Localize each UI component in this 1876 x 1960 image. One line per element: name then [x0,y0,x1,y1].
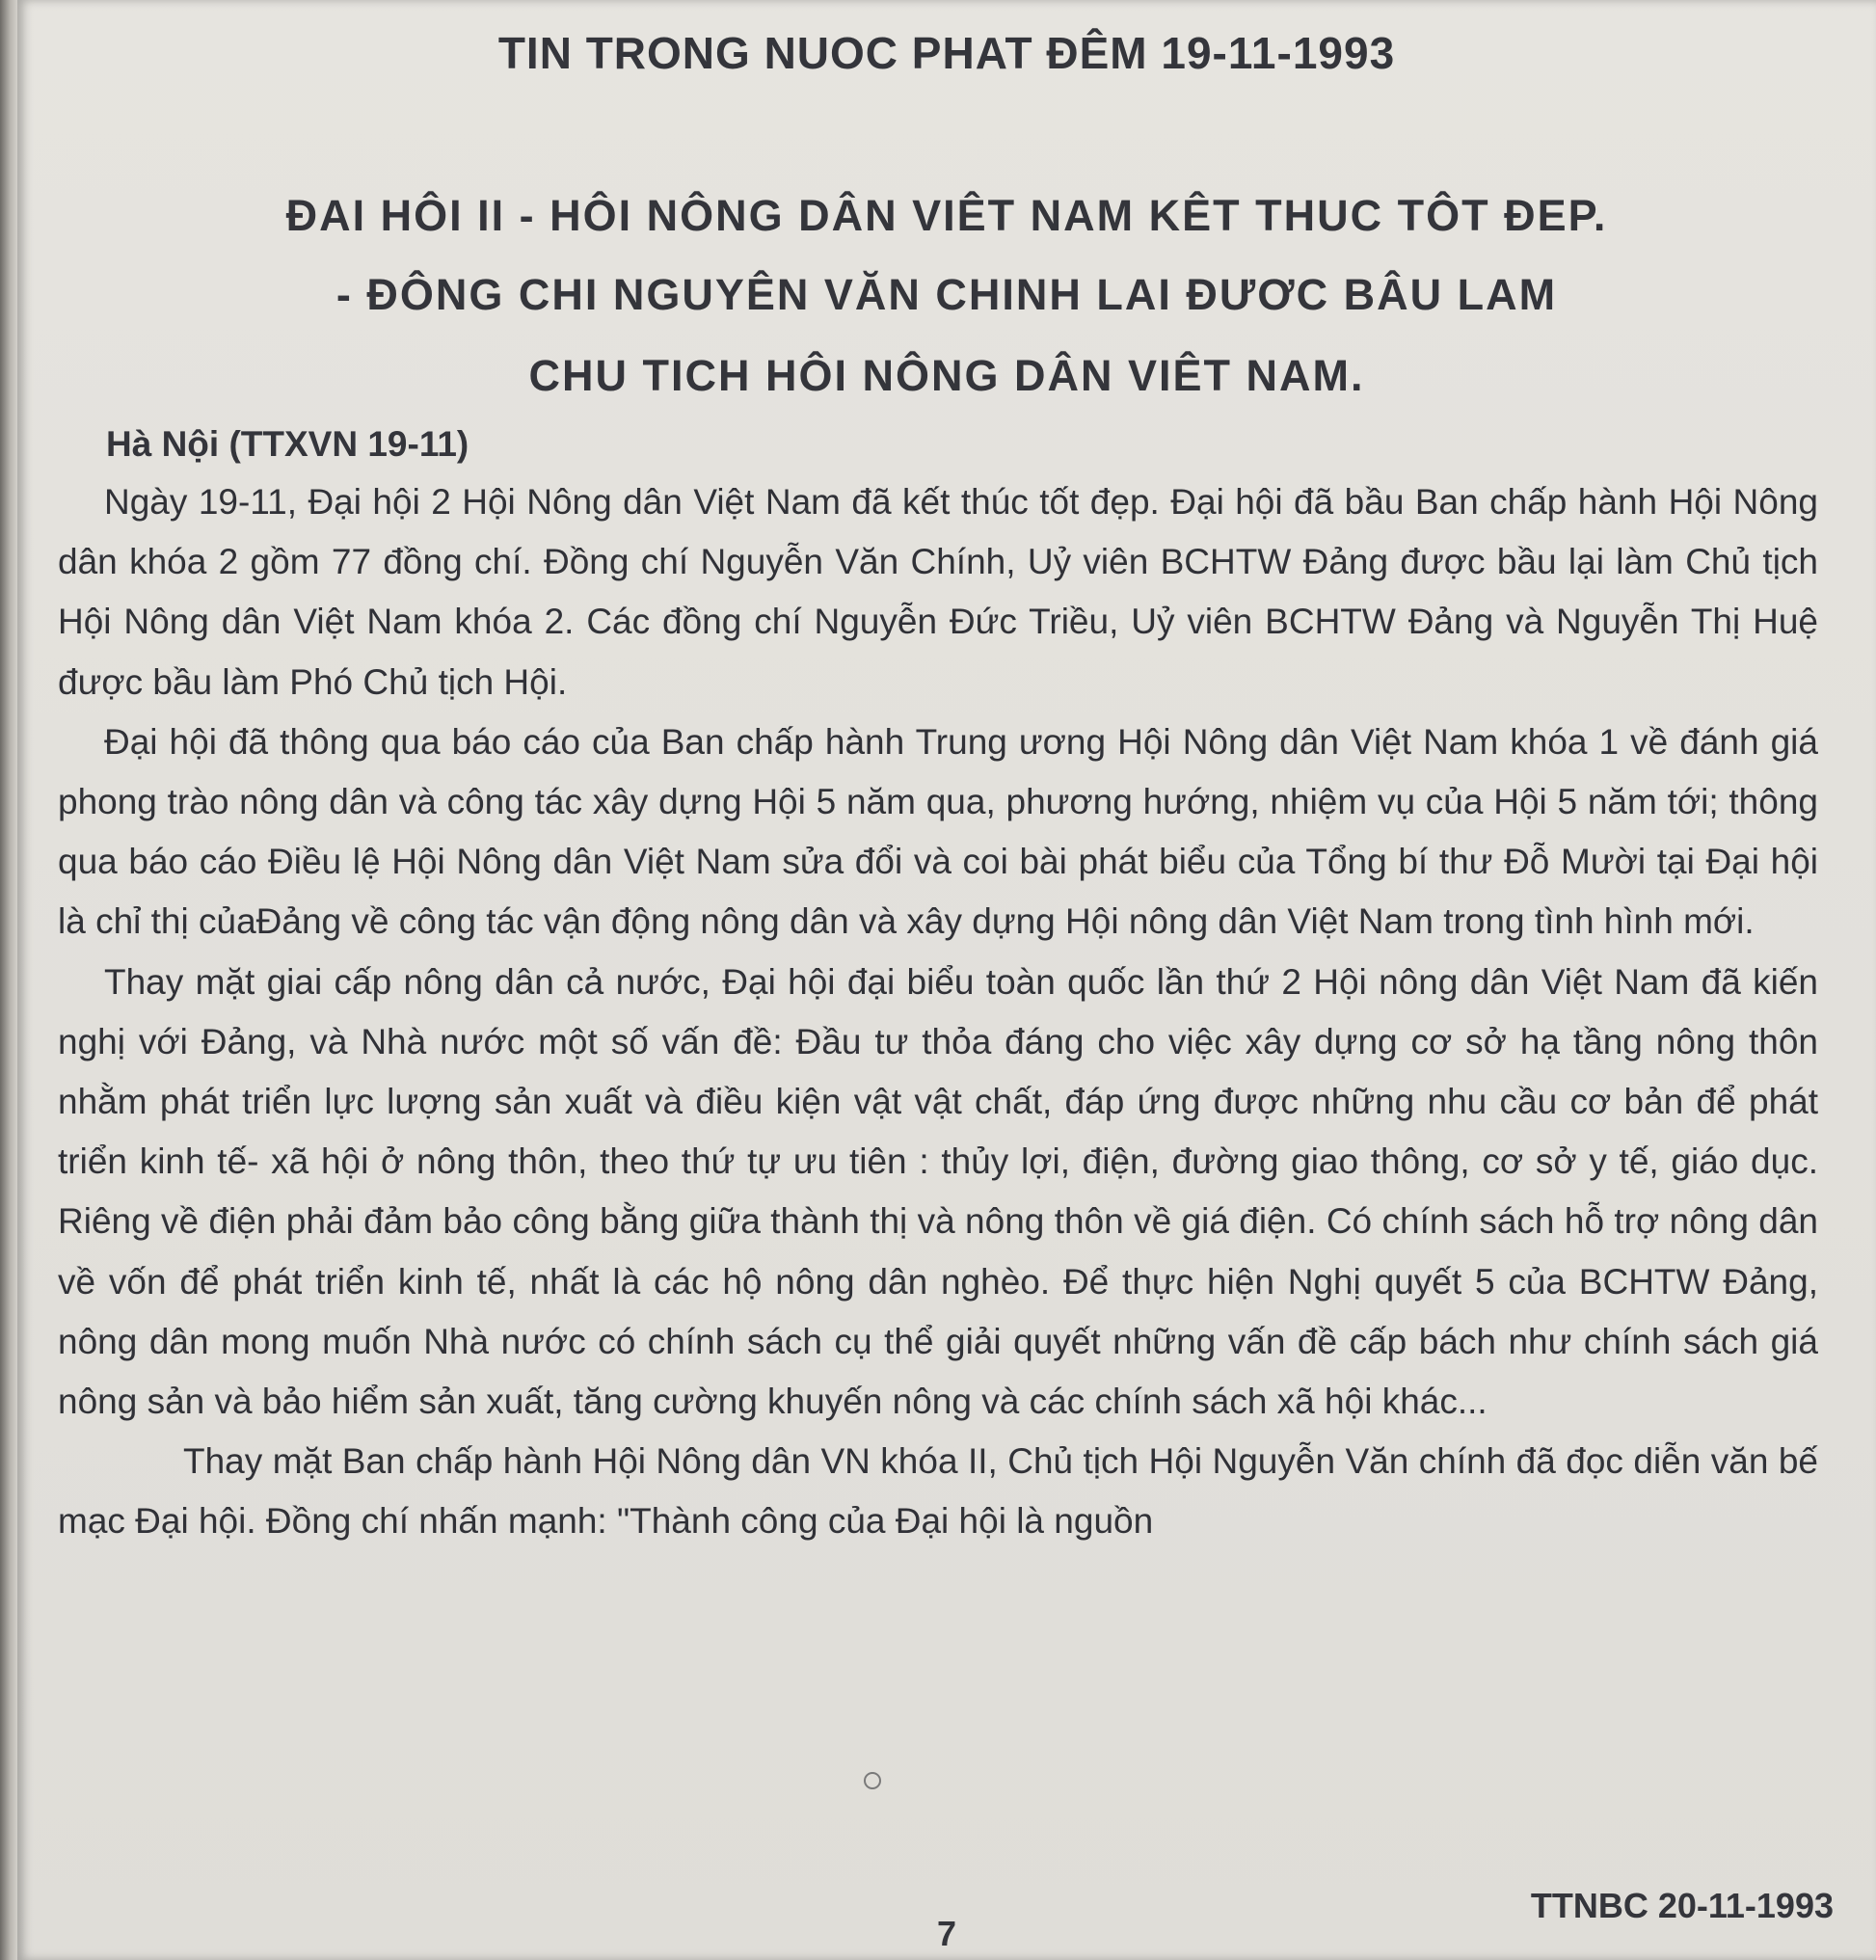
page-binding-edge [0,0,17,1960]
headline-line-1: ĐAI HÔI II - HÔI NÔNG DÂN VIÊT NAM KÊT THUC TÔT ĐEP. [285,191,1608,240]
bulletin-title: TIN TRONG NUOC PHAT ĐÊM 19-11-1993 [497,28,1396,78]
paper-mark [864,1772,881,1789]
article-paragraph-2: Đại hội đã thông qua báo cáo của Ban chấp hành Trung ương Hội Nông dân Việt Nam khóa 1 về đánh giá phong trào nông dân và công tác xây dựng Hội 5 năm qua, phương hướng, nhiệm vụ của Hội 5 năm tới; thông qua báo cáo Điều lệ Hội Nông dân Việt Nam sửa đổi và coi bài phát biểu của Tổng bí thư Đỗ Mười tại Đại hội là chỉ thị củaĐảng về công tác vận động nông dân và xây dựng Hội nông dân Việt Nam trong tình hình mới. [58,721,1818,942]
headline-line-3: CHU TICH HÔI NÔNG DÂN VIÊT NAM. [528,351,1365,400]
article-paragraph-4: Thay mặt Ban chấp hành Hội Nông dân VN khóa II, Chủ tịch Hội Nguyễn Văn chính đã đọc diễn văn bế mạc Đại hội. Đồng chí nhấn mạnh: "Thành công của Đại hội là nguồn [58,1441,1818,1542]
article-paragraph-3: Thay mặt giai cấp nông dân cả nước, Đại hội đại biểu toàn quốc lần thứ 2 Hội nông dân Việt Nam đã kiến nghị với Đảng, và Nhà nước một số vấn đề: Đầu tư thỏa đáng cho việc xây dựng cơ sở hạ tầng nông thôn nhằm phát triển lực lượng sản xuất và điều kiện vật vật chất, đáp ứng được những nhu cầu cơ bản để phát triển kinh tế- xã hội ở nông thôn, theo thứ tự ưu tiên : thủy lợi, điện, đường giao thông, cơ sở y tế, giáo dục. Riêng về điện phải đảm bảo công bằng giữa thành thị và nông thôn về giá điện. Có chính sách hỗ trợ nông dân về vốn để phát triển kinh tế, nhất là các hộ nông dân nghèo. Để thực hiện Nghị quyết 5 của BCHTW Đảng, nông dân mong muốn Nhà nước có chính sách cụ thể giải quyết những vấn đề cấp bách như chính sách giá nông sản và bảo hiểm sản xuất, tăng cường khuyến nông và các chính sách xã hội khác... [58,961,1818,1422]
article-body [58,472,1818,1552]
footer-reference: TTNBC 20-11-1993 [1530,1886,1834,1925]
document-page [17,0,1876,1960]
page-number: 7 [936,1914,957,1953]
article-dateline: Hà Nội (TTXVN 19-11) [106,424,469,464]
article-paragraph-1: Ngày 19-11, Đại hội 2 Hội Nông dân Việt Nam đã kết thúc tốt đẹp. Đại hội đã bầu Ban chấp hành Hội Nông dân khóa 2 gồm 77 đồng chí. Đồng chí Nguyễn Văn Chính, Uỷ viên BCHTW Đảng được bầu lại làm Chủ tịch Hội Nông dân Việt Nam khóa 2. Các đồng chí Nguyễn Đức Triều, Uỷ viên BCHTW Đảng và Nguyễn Thị Huệ được bầu làm Phó Chủ tịch Hội. [58,482,1818,702]
headline-line-2: - ĐÔNG CHI NGUYÊN VĂN CHINH LAI ĐƯƠC BÂU LAM [335,270,1558,319]
